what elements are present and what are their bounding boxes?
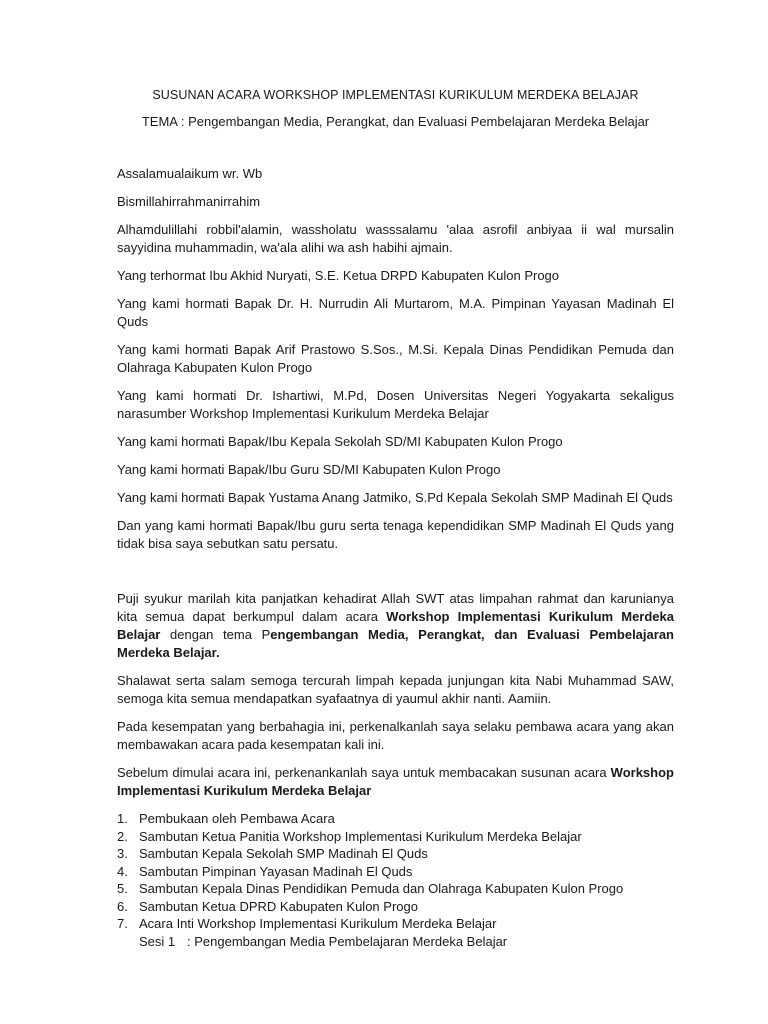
respect-line: Yang kami hormati Dr. Ishartiwi, M.Pd, Dosen Universitas Negeri Yogyakarta sekaligus narasumber Workshop Implementasi Kurikulum Merdeka Belajar	[117, 388, 674, 421]
gratitude-paragraph	[117, 590, 674, 662]
agenda-number: 2.	[117, 828, 128, 844]
agenda-number: 5.	[117, 881, 128, 896]
respect-line: Yang kami hormati Bapak/Ibu Guru SD/MI Kabupaten Kulon Progo	[117, 462, 501, 477]
before-start-text: Sebelum dimulai acara ini, perkenankanlah saya untuk membacakan susunan acara	[117, 765, 611, 780]
gratitude-theme: engembangan Media, Perangkat, dan Evaluasi Pembelajaran Merdeka Belajar.	[117, 627, 674, 660]
agenda-text: Sambutan Kepala Dinas Pendidikan Pemuda dan Olahraga Kabupaten Kulon Progo	[139, 881, 624, 896]
section-spacer	[117, 563, 674, 590]
gratitude-event-name: Workshop Implementasi Kurikulum Merdeka Belajar	[117, 609, 674, 642]
session-text: : Pengembangan Media Pembelajaran Merdeka Belajar	[187, 933, 508, 949]
respect-line: Yang terhormat Ibu Akhid Nuryati, S.E. Ketua DRPD Kabupaten Kulon Progo	[117, 268, 560, 283]
agenda-number: 7.	[117, 916, 128, 931]
respect-line: Yang kami hormati Bapak/Ibu Kepala Sekolah SD/MI Kabupaten Kulon Progo	[117, 434, 563, 449]
respect-line: Yang kami hormati Bapak Arif Prastowo S.Sos., M.Si. Kepala Dinas Pendidikan Pemuda dan Olahraga Kabupaten Kulon Progo	[117, 342, 674, 375]
document-theme: TEMA : Pengembangan Media, Perangkat, dan Evaluasi Pembelajaran Merdeka Belajar	[141, 114, 650, 129]
agenda-text: Sambutan Ketua Panitia Workshop Implementasi Kurikulum Merdeka Belajar	[139, 828, 582, 844]
agenda-number: 1.	[117, 811, 128, 826]
agenda-item	[117, 863, 674, 881]
agenda-item	[117, 915, 674, 933]
session-line	[117, 933, 674, 951]
agenda-text: Sambutan Pimpinan Yayasan Madinah El Quds	[139, 863, 413, 879]
agenda-text: Acara Inti Workshop Implementasi Kurikulum Merdeka Belajar	[139, 916, 497, 931]
greeting: Assalamualaikum wr. Wb	[117, 166, 263, 181]
agenda-text: Sambutan Ketua DPRD Kabupaten Kulon Progo	[139, 898, 418, 914]
agenda-item	[117, 880, 674, 898]
agenda-item	[117, 828, 674, 846]
agenda-item	[117, 845, 674, 863]
opening-paragraph: Alhamdulillahi robbil'alamin, wassholatu wasssalamu 'alaa asrofil anbiyaa ii wal mursalin sayyidina muhammadin, wa'ala alihi wa ash habihi ajmain.	[117, 222, 674, 255]
respect-line: Yang kami hormati Bapak Dr. H. Nurrudin Ali Murtarom, M.A. Pimpinan Yayasan Madinah El Quds	[117, 296, 674, 329]
agenda-number: 6.	[117, 898, 128, 914]
agenda-item	[117, 898, 674, 916]
agenda-number: 4.	[117, 863, 128, 879]
gratitude-text: dengan tema P	[160, 627, 271, 642]
agenda-number: 3.	[117, 846, 128, 861]
agenda-text: Sambutan Kepala Sekolah SMP Madinah El Quds	[139, 846, 428, 861]
document-title: SUSUNAN ACARA WORKSHOP IMPLEMENTASI KURIKULUM MERDEKA BELAJAR	[152, 88, 639, 102]
gratitude-text: Puji syukur marilah kita panjatkan kehadirat Allah SWT atas limpahan rahmat dan karunianya kita semua dapat berkumpul dalam acara	[117, 591, 674, 624]
shalawat-paragraph: Shalawat serta salam semoga tercurah limpah kepada junjungan kita Nabi Muhammad SAW, semoga kita semua mendapatkan syafaatnya di yaumul akhir nanti. Aamiin.	[117, 673, 674, 706]
agenda-item	[117, 810, 674, 828]
agenda-text: Pembukaan oleh Pembawa Acara	[139, 811, 335, 826]
agenda-list	[117, 810, 674, 933]
respect-line: Dan yang kami hormati Bapak/Ibu guru serta tenaga kependidikan SMP Madinah El Quds yang tidak bisa saya sebutkan satu persatu.	[117, 518, 674, 551]
basmalah: Bismillahirrahmanirrahim	[117, 194, 261, 209]
before-start-event-name: Workshop Implementasi Kurikulum Merdeka Belajar	[117, 765, 674, 798]
before-start-paragraph	[117, 764, 674, 800]
introduction-paragraph: Pada kesempatan yang berbahagia ini, perkenalkanlah saya selaku pembawa acara yang akan membawakan acara pada kesempatan kali ini.	[117, 719, 674, 752]
respect-line: Yang kami hormati Bapak Yustama Anang Jatmiko, S.Pd Kepala Sekolah SMP Madinah El Quds	[117, 490, 673, 505]
session-label: Sesi 1	[139, 933, 176, 949]
document-page	[117, 86, 674, 950]
